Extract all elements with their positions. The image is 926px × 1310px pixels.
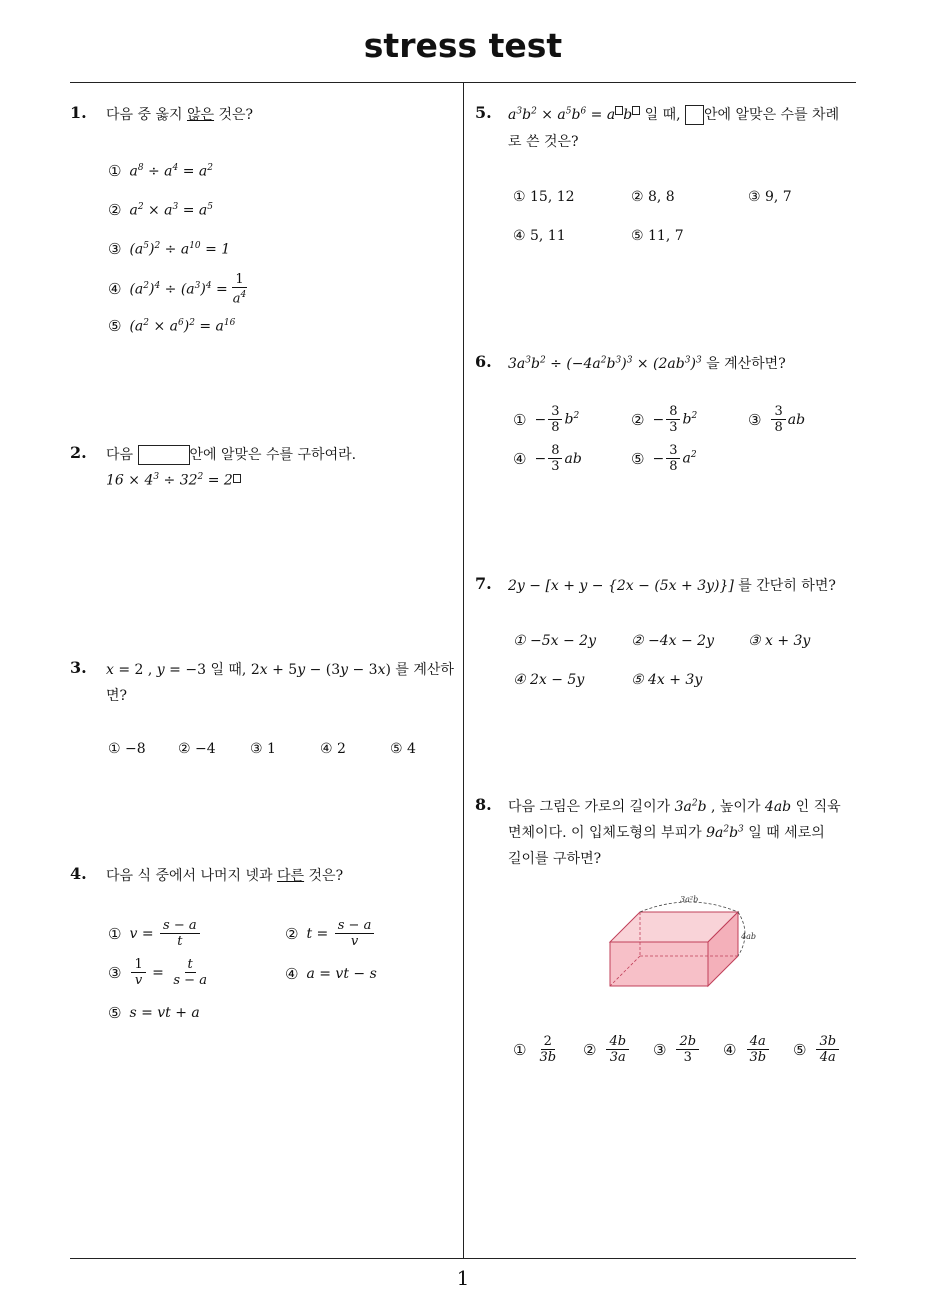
option[interactable]: ⑤ $(a^2 \times a^6)^2 = a^{16}$ — [108, 317, 236, 335]
question-text: x = 2 , y = −3 일 때, 2x + 5y − (3y − 3x) 를 계산하 — [106, 662, 454, 678]
question-expression: $16 \times 4^3 \div 32^2 = 2$ — [106, 472, 241, 489]
option[interactable]: ④ a = vt − s — [285, 965, 377, 983]
option[interactable]: ④ 2 — [320, 741, 346, 757]
option[interactable]: ③ $\frac{3}{8}$ ab — [748, 404, 806, 435]
question-text-line2: 면체이다. 이 입체도형의 부피가 $9a^2b^3$ 일 때 세로의 — [508, 824, 825, 841]
option[interactable]: ① − $\frac{3}{8}$ $b^2$ — [513, 404, 580, 435]
question-number: 3. — [70, 658, 87, 677]
question-text-line2: 면? — [106, 688, 128, 704]
option[interactable]: ④ $(a^2)^4 \div (a^3)^4$ = $\frac{1}{a^4}$ — [108, 272, 247, 307]
option[interactable]: ③ 1 — [250, 741, 276, 757]
option[interactable]: ③ $\frac{2b}{3}$ — [653, 1034, 701, 1065]
option[interactable]: ② 8, 8 — [631, 189, 675, 205]
question-number: 7. — [475, 574, 492, 593]
option[interactable]: ⑤ 4x + 3y — [631, 672, 703, 688]
question-number: 4. — [70, 864, 87, 883]
option[interactable]: ② $\frac{4b}{3a}$ — [583, 1034, 631, 1065]
option[interactable]: ⑤ 11, 7 — [631, 228, 684, 244]
option[interactable]: ① 15, 12 — [513, 189, 575, 205]
option[interactable]: ② $a^2 \times a^3 = a^5$ — [108, 201, 213, 219]
option[interactable]: ④ 5, 11 — [513, 228, 566, 244]
option[interactable]: ③ $\frac{1}{v}$ = $\frac{t}{s - a}$ — [108, 957, 207, 988]
option[interactable]: ② −4 — [178, 741, 216, 757]
option[interactable]: ② −4x − 2y — [631, 633, 714, 649]
question-text: 다음 식 중에서 나머지 넷과 다른 것은? — [106, 868, 344, 884]
option[interactable]: ① −8 — [108, 741, 146, 757]
page-title: stress test — [363, 26, 563, 65]
question-number: 6. — [475, 352, 492, 371]
question-text: 다음 안에 알맞은 수를 구하여라. — [106, 447, 357, 463]
option[interactable]: ③ x + 3y — [748, 633, 811, 649]
option[interactable]: ② − $\frac{8}{3}$ $b^2$ — [631, 404, 698, 435]
question-number: 2. — [70, 443, 87, 462]
option[interactable]: ④ − $\frac{8}{3}$ ab — [513, 443, 582, 474]
option[interactable]: ② t = $\frac{s - a}{v}$ — [285, 918, 376, 949]
option[interactable]: ③ $(a^5)^2 \div a^{10} = 1$ — [108, 240, 231, 258]
column-divider — [463, 83, 464, 1259]
answer-blank — [138, 445, 190, 465]
page-number: 1 — [456, 1266, 470, 1290]
option[interactable]: ③ 9, 7 — [748, 189, 792, 205]
question-text: $a^3b^2 \times a^5b^6 = a$ b 일 때, 안에 알맞은 수를 차례 — [508, 106, 840, 123]
option[interactable]: ⑤ − $\frac{3}{8}$ $a^2$ — [631, 443, 697, 474]
option[interactable]: ④ 2x − 5y — [513, 672, 585, 688]
figure-label-right: 4ab — [741, 932, 756, 941]
question-text: 다음 중 옳지 않은 것은? — [106, 107, 254, 123]
question-number: 1. — [70, 103, 87, 122]
option[interactable]: ⑤ 4 — [390, 741, 416, 757]
option[interactable]: ① −5x − 2y — [513, 633, 596, 649]
question-text: 다음 그림은 가로의 길이가 $3a^2b$ , 높이가 4ab 인 직육 — [508, 798, 841, 815]
option[interactable]: ⑤ s = vt + a — [108, 1004, 200, 1022]
question-text: $3a^3b^2 \div (-4a^2b^3)^3 \times (2ab^3)^3$ 을 계산하면? — [508, 355, 786, 372]
cuboid-figure — [600, 890, 770, 995]
figure-label-top: 3a²b — [680, 895, 699, 904]
question-text-line2: 로 쓴 것은? — [508, 134, 579, 150]
option[interactable]: ① v = $\frac{s - a}{t}$ — [108, 918, 202, 949]
question-number: 8. — [475, 795, 492, 814]
question-text: 2y − [x + y − {2x − (5x + 3y)}] 를 간단히 하면? — [508, 578, 836, 594]
option[interactable]: ⑤ $\frac{3b}{4a}$ — [793, 1034, 841, 1065]
question-number: 5. — [475, 103, 492, 122]
option[interactable]: ① $a^8 \div a^4 = a^2$ — [108, 162, 213, 180]
question-text-line3: 길이를 구하면? — [508, 851, 602, 867]
option[interactable]: ① $\frac{2}{3b}$ — [513, 1034, 557, 1065]
option[interactable]: ④ $\frac{4a}{3b}$ — [723, 1034, 771, 1065]
